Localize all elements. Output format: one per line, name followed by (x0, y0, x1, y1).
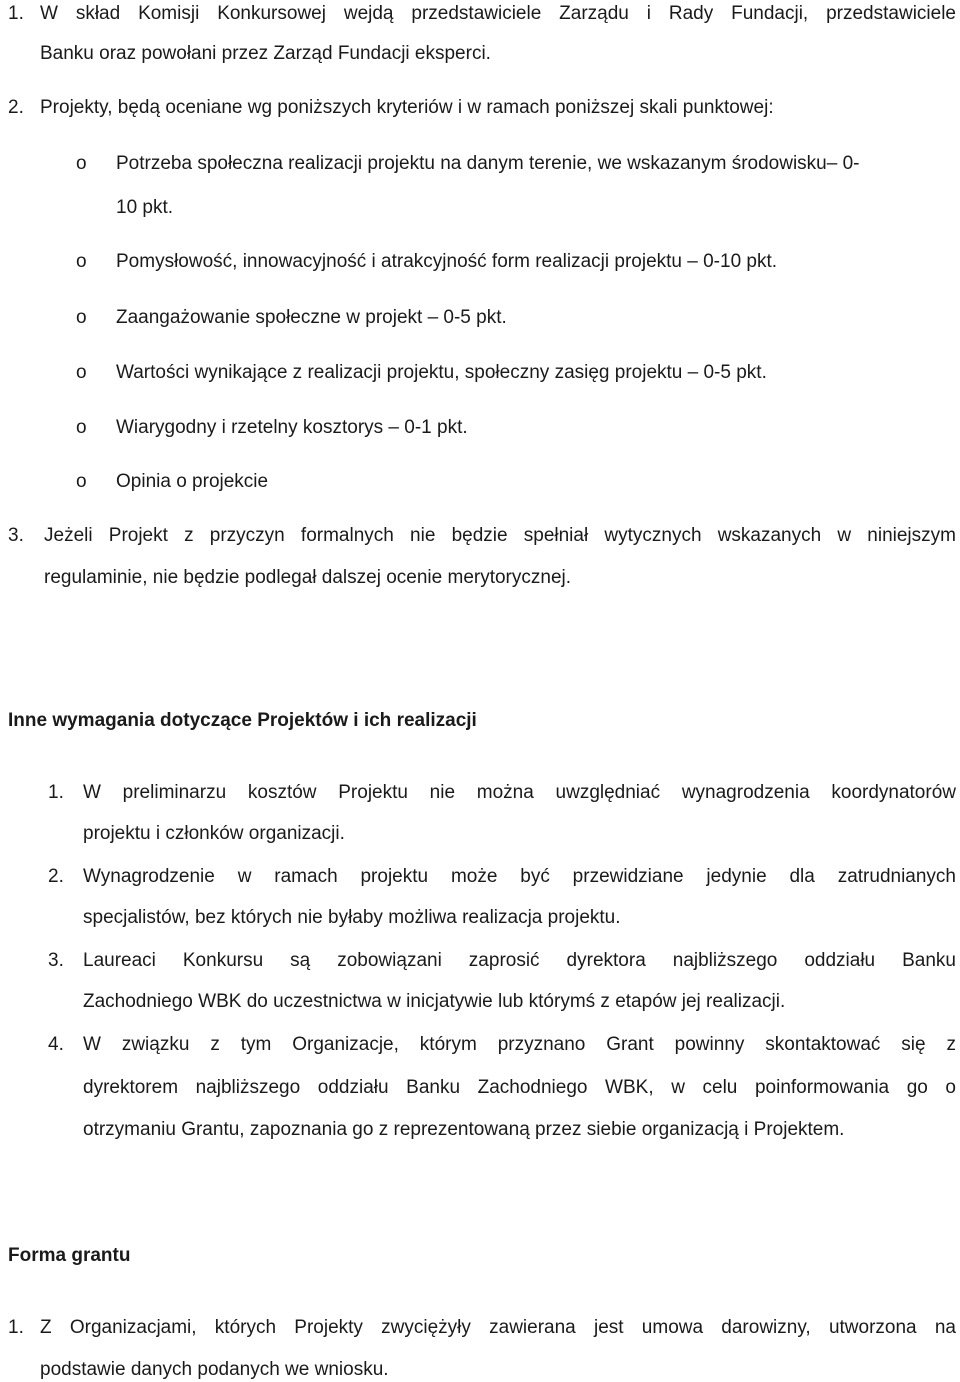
list-item-text: regulaminie, nie będzie podlegał dalszej ocenie merytorycznej. (44, 567, 572, 588)
list-item-text: dyrektorem najbliższego oddziału Banku Zachodniego WBK, w celu poinformowania go o (83, 1077, 956, 1098)
list-item-text: Jeżeli Projekt z przyczyn formalnych nie będzie spełniał wytycznych wskazanych w niniejszym (44, 525, 956, 546)
list-item-text: Zachodniego WBK do uczestnictwa w inicjatywie lub którymś z etapów jej realizacji. (83, 991, 786, 1012)
bullet-icon: o (76, 251, 87, 272)
list-item-text: otrzymaniu Grantu, zapoznania go z reprezentowaną przez siebie organizacją i Projektem. (83, 1119, 845, 1140)
list-item-text: Banku oraz powołani przez Zarząd Fundacji eksperci. (40, 43, 491, 64)
list-item-text: Projekty, będą oceniane wg poniższych kryteriów i w ramach poniższej skali punktowej: (40, 97, 774, 118)
bullet-icon: o (76, 362, 87, 383)
list-number: 3. (48, 950, 64, 971)
list-number: 1. (48, 782, 64, 803)
section-heading: Inne wymagania dotyczące Projektów i ich realizacji (8, 710, 477, 731)
criteria-text: Wartości wynikające z realizacji projektu, społeczny zasięg projektu – 0-5 pkt. (116, 362, 767, 383)
criteria-text: Pomysłowość, innowacyjność i atrakcyjność form realizacji projektu – 0-10 pkt. (116, 251, 778, 272)
criteria-text: Wiarygodny i rzetelny kosztorys – 0-1 pkt. (116, 417, 468, 438)
bullet-icon: o (76, 417, 87, 438)
section-heading: Forma grantu (8, 1245, 131, 1266)
list-item-text: W związku z tym Organizacje, którym przyznano Grant powinny skontaktować się z (83, 1034, 956, 1055)
list-item-text: W skład Komisji Konkursowej wejdą przedstawiciele Zarządu i Rady Fundacji, przedstawiciele (40, 3, 956, 24)
list-item-text: Wynagrodzenie w ramach projektu może być przewidziane jedynie dla zatrudnianych (83, 866, 956, 887)
list-item-text: W preliminarzu kosztów Projektu nie można uwzględniać wynagrodzenia koordynatorów (83, 782, 956, 803)
list-number: 4. (48, 1034, 64, 1055)
list-number: 2. (48, 866, 64, 887)
criteria-text: Zaangażowanie społeczne w projekt – 0-5 pkt. (116, 307, 507, 328)
list-number: 2. (8, 97, 24, 118)
list-item-text: Z Organizacjami, których Projekty zwyciężyły zawierana jest umowa darowizny, utworzona na (40, 1317, 956, 1338)
list-number: 3. (8, 525, 24, 546)
bullet-icon: o (76, 471, 87, 492)
bullet-icon: o (76, 153, 87, 174)
criteria-text: Potrzeba społeczna realizacji projektu na danym terenie, we wskazanym środowisku– 0- (116, 153, 860, 174)
list-item-text: podstawie danych podanych we wniosku. (40, 1359, 389, 1380)
criteria-text: Opinia o projekcie (116, 471, 269, 492)
list-item-text: specjalistów, bez których nie byłaby możliwa realizacja projektu. (83, 907, 621, 928)
bullet-icon: o (76, 307, 87, 328)
list-number: 1. (8, 1317, 24, 1338)
criteria-text: 10 pkt. (116, 197, 174, 218)
list-number: 1. (8, 3, 24, 24)
list-item-text: projektu i członków organizacji. (83, 823, 345, 844)
list-item-text: Laureaci Konkursu są zobowiązani zaprosić dyrektora najbliższego oddziału Banku (83, 950, 956, 971)
